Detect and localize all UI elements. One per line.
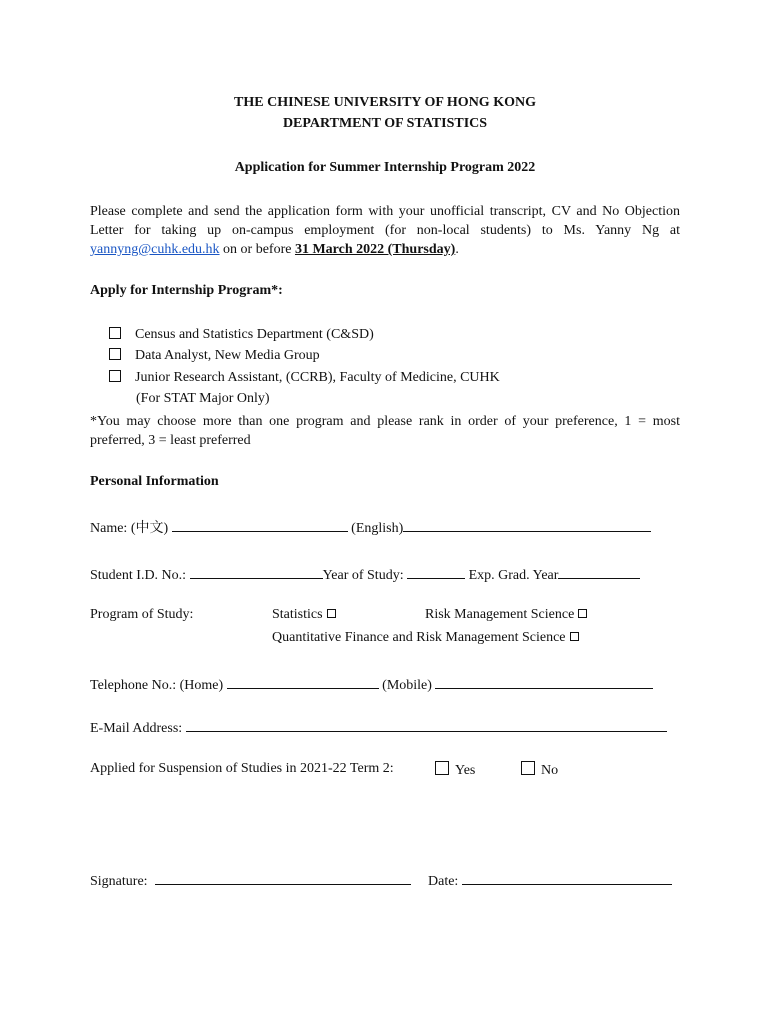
program-rms-option[interactable] <box>425 607 587 623</box>
contact-email-link[interactable]: yannyng@cuhk.edu.hk <box>90 242 220 257</box>
student-info-row <box>90 564 640 584</box>
program-rms-label: Risk Management Science <box>425 607 575 622</box>
program-option-label: Junior Research Assistant, (CCRB), Faculty of Medicine, CUHK <box>135 370 500 385</box>
deadline: 31 March 2022 (Thursday) <box>294 242 456 257</box>
checkbox[interactable] <box>109 370 121 382</box>
email-row <box>90 717 667 737</box>
program-statistics-label: Statistics <box>272 607 323 622</box>
date-row <box>428 870 672 890</box>
program-of-study-label: Program of Study: <box>90 607 194 622</box>
telephone-mobile-field[interactable] <box>435 674 653 689</box>
signature-label: Signature: <box>90 874 148 889</box>
name-row <box>90 517 651 537</box>
year-of-study-label: Year of Study: <box>322 568 404 583</box>
program-heading: Apply for Internship Program*: <box>90 283 283 298</box>
instructions-text: Please complete and send the application form with your unofficial transcript, CV and No Objection Letter for taking up on-campus employment (for non-local students) to Ms. Yanny Ng at <box>90 204 680 238</box>
program-option-label: Census and Statistics Department (C&SD) <box>135 327 374 342</box>
telephone-row <box>90 674 653 694</box>
program-option-csd[interactable] <box>109 327 374 343</box>
program-statistics-option[interactable] <box>272 607 336 623</box>
checkbox[interactable] <box>109 327 121 339</box>
email-label: E-Mail Address: <box>90 721 183 736</box>
telephone-home-label: Telephone No.: (Home) <box>90 678 224 693</box>
telephone-home-field[interactable] <box>227 674 379 689</box>
instructions-end: . <box>455 242 459 257</box>
year-of-study-field[interactable] <box>407 564 465 579</box>
checkbox[interactable] <box>327 609 336 618</box>
checkbox[interactable] <box>570 632 579 641</box>
program-qfrms-option[interactable] <box>272 630 579 646</box>
checkbox[interactable] <box>109 348 121 360</box>
checkbox[interactable] <box>578 609 587 618</box>
exp-grad-year-label: Exp. Grad. Year <box>468 568 559 583</box>
form-title: Application for Summer Internship Program 2022 <box>234 160 536 175</box>
suspension-label: Applied for Suspension of Studies in 2021-22 Term 2: <box>90 761 394 776</box>
exp-grad-year-field[interactable] <box>558 564 640 579</box>
email-field[interactable] <box>186 717 667 732</box>
date-label: Date: <box>428 874 459 889</box>
suspension-no-option[interactable] <box>521 761 558 779</box>
signature-row <box>90 870 411 890</box>
program-option-junior-ra[interactable] <box>109 370 500 386</box>
checkbox[interactable] <box>521 761 535 775</box>
personal-info-heading: Personal Information <box>90 474 219 489</box>
suspension-yes-option[interactable] <box>435 761 475 779</box>
program-option-data-analyst[interactable] <box>109 348 320 364</box>
name-chinese-field[interactable] <box>172 517 348 532</box>
student-id-field[interactable] <box>190 564 323 579</box>
telephone-mobile-label: (Mobile) <box>382 678 432 693</box>
yes-label: Yes <box>455 763 476 778</box>
program-option-label: Data Analyst, New Media Group <box>135 348 320 363</box>
student-id-label: Student I.D. No.: <box>90 568 187 583</box>
department-name: DEPARTMENT OF STATISTICS <box>282 116 488 131</box>
name-english-label: (English) <box>351 521 404 536</box>
no-label: No <box>541 763 559 778</box>
name-chinese-label: Name: (中文) <box>90 521 169 536</box>
instructions-text-after-email: on or before <box>219 242 295 257</box>
program-footnote: *You may choose more than one program and please rank in order of your preference, 1 = most preferred, 3 = least preferred <box>90 414 680 448</box>
program-option-note: (For STAT Major Only) <box>136 391 270 406</box>
program-qfrms-label: Quantitative Finance and Risk Management Science <box>272 630 566 645</box>
checkbox[interactable] <box>435 761 449 775</box>
university-name: THE CHINESE UNIVERSITY OF HONG KONG <box>234 95 536 110</box>
date-field[interactable] <box>462 870 672 885</box>
signature-field[interactable] <box>155 870 411 885</box>
name-english-field[interactable] <box>403 517 651 532</box>
instructions-paragraph <box>90 202 680 259</box>
